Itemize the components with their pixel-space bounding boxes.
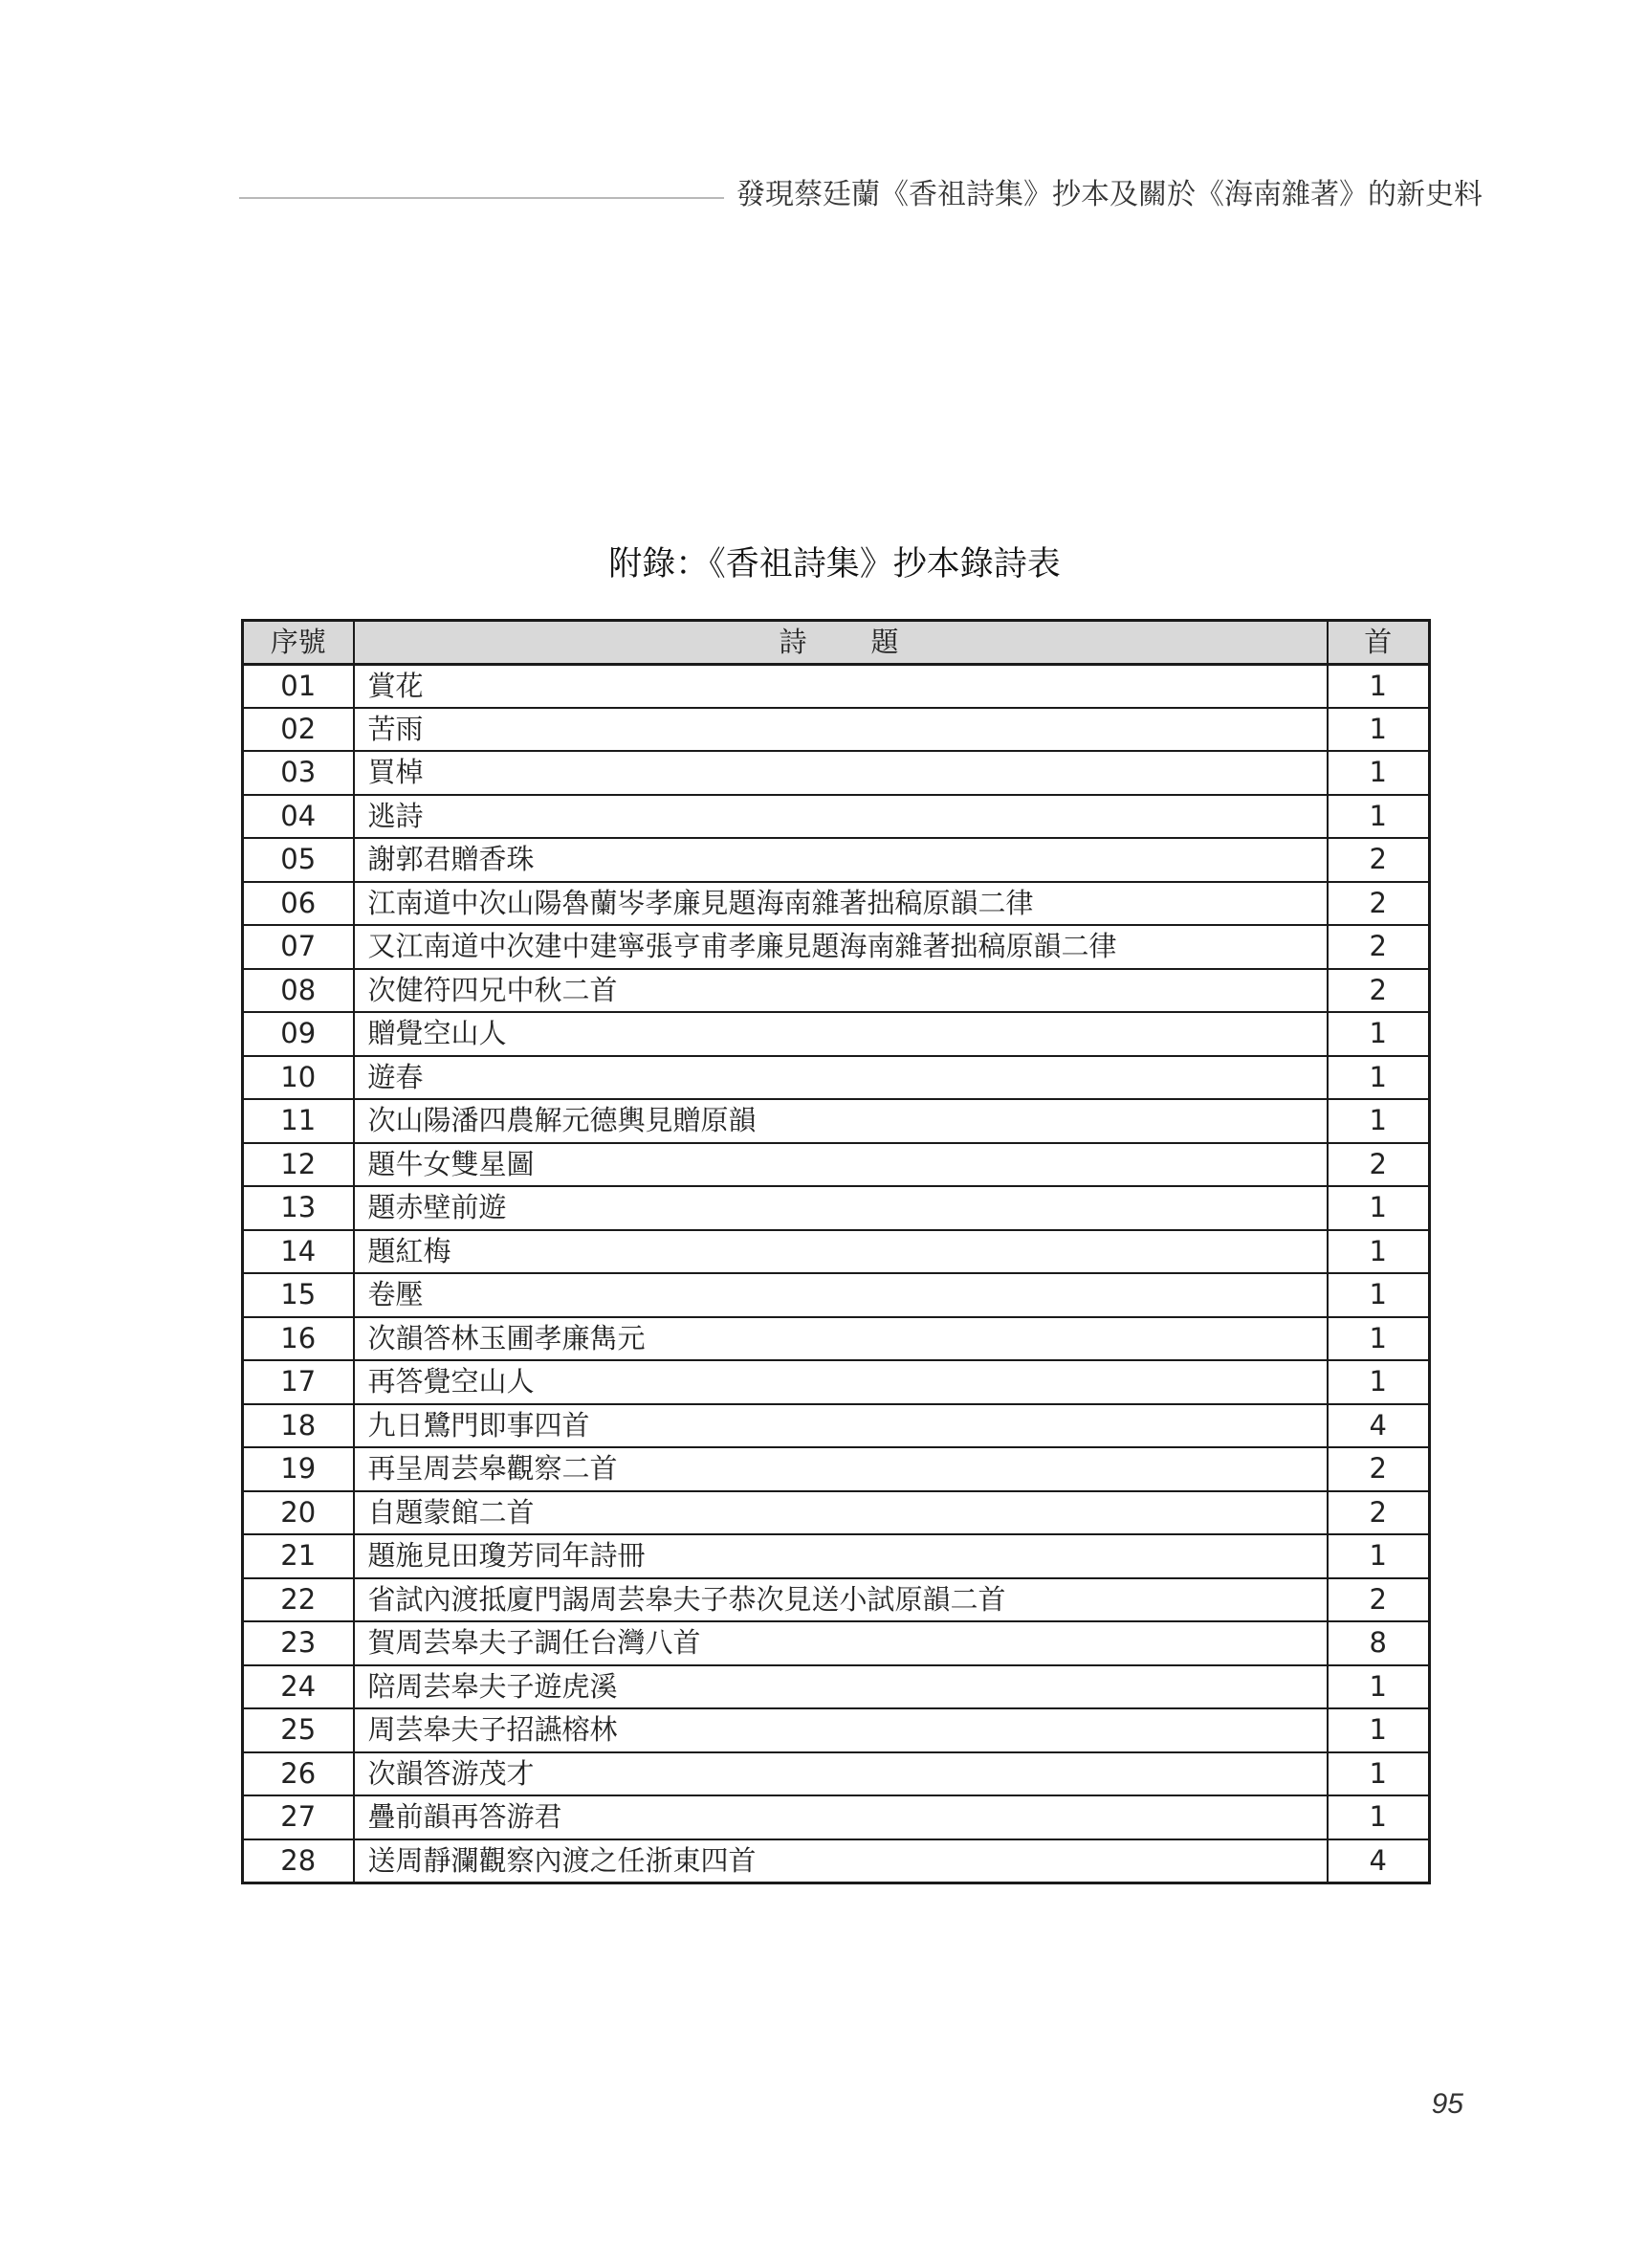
row-number: 07 [243, 925, 354, 969]
row-title: 江南道中次山陽魯蘭岑孝廉見題海南雜著拙稿原韻二律 [354, 882, 1328, 926]
table-row [243, 1099, 1430, 1143]
table-row [243, 1056, 1430, 1100]
table-row [243, 708, 1430, 752]
row-count: 1 [1328, 1795, 1430, 1839]
row-count: 1 [1328, 708, 1430, 752]
row-count: 2 [1328, 1578, 1430, 1622]
header-rule [239, 197, 724, 199]
row-title: 周芸皋夫子招讌榕林 [354, 1708, 1328, 1752]
row-number: 13 [243, 1186, 354, 1230]
row-number: 05 [243, 838, 354, 882]
row-number: 15 [243, 1273, 354, 1317]
row-number: 19 [243, 1447, 354, 1491]
row-number: 03 [243, 751, 354, 795]
table-row [243, 1447, 1430, 1491]
row-title: 陪周芸皋夫子遊虎溪 [354, 1665, 1328, 1709]
table-row [243, 1621, 1430, 1665]
row-count: 2 [1328, 882, 1430, 926]
table-row [243, 1665, 1430, 1709]
header-number: 序號 [243, 621, 354, 665]
row-count: 1 [1328, 1752, 1430, 1796]
row-count: 1 [1328, 1230, 1430, 1274]
table-row [243, 1012, 1430, 1056]
row-title: 卷壓 [354, 1273, 1328, 1317]
row-number: 01 [243, 664, 354, 708]
row-number: 06 [243, 882, 354, 926]
row-number: 12 [243, 1143, 354, 1187]
table-row [243, 664, 1430, 708]
row-count: 1 [1328, 1273, 1430, 1317]
row-count: 2 [1328, 838, 1430, 882]
row-count: 1 [1328, 1317, 1430, 1361]
table-row [243, 838, 1430, 882]
table-row [243, 1143, 1430, 1187]
table-row [243, 1404, 1430, 1448]
row-title: 題赤壁前遊 [354, 1186, 1328, 1230]
row-number: 21 [243, 1534, 354, 1578]
row-number: 17 [243, 1360, 354, 1404]
table-row [243, 969, 1430, 1013]
row-title: 自題蒙館二首 [354, 1491, 1328, 1535]
header-count: 首 [1328, 621, 1430, 665]
row-title: 九日鷺門即事四首 [354, 1404, 1328, 1448]
table-row [243, 1578, 1430, 1622]
row-count: 2 [1328, 925, 1430, 969]
row-title: 題施見田瓊芳同年詩冊 [354, 1534, 1328, 1578]
row-title: 又江南道中次建中建寧張亨甫孝廉見題海南雜著拙稿原韻二律 [354, 925, 1328, 969]
table-row [243, 1752, 1430, 1796]
row-count: 4 [1328, 1839, 1430, 1883]
table-header [243, 621, 1430, 665]
row-title: 再答覺空山人 [354, 1360, 1328, 1404]
appendix-title: 附錄：《香祖詩集》抄本錄詩表 [608, 545, 1061, 584]
row-count: 1 [1328, 1056, 1430, 1100]
row-number: 18 [243, 1404, 354, 1448]
row-number: 28 [243, 1839, 354, 1883]
row-title: 省試內渡抵廈門謁周芸皋夫子恭次見送小試原韻二首 [354, 1578, 1328, 1622]
table-row [243, 1230, 1430, 1274]
page-number: 95 [1431, 2088, 1463, 2120]
table-row [243, 1839, 1430, 1883]
row-count: 2 [1328, 969, 1430, 1013]
row-title: 題牛女雙星圖 [354, 1143, 1328, 1187]
row-title: 賀周芸皋夫子調任台灣八首 [354, 1621, 1328, 1665]
row-number: 26 [243, 1752, 354, 1796]
row-count: 1 [1328, 1534, 1430, 1578]
row-title: 買棹 [354, 751, 1328, 795]
row-title: 次韻答游茂才 [354, 1752, 1328, 1796]
row-count: 1 [1328, 664, 1430, 708]
table-row [243, 1534, 1430, 1578]
row-number: 20 [243, 1491, 354, 1535]
table-row [243, 1708, 1430, 1752]
row-count: 2 [1328, 1447, 1430, 1491]
table-row [243, 795, 1430, 839]
row-number: 22 [243, 1578, 354, 1622]
row-count: 1 [1328, 1708, 1430, 1752]
row-number: 11 [243, 1099, 354, 1143]
row-count: 1 [1328, 1665, 1430, 1709]
row-number: 23 [243, 1621, 354, 1665]
row-number: 24 [243, 1665, 354, 1709]
table-row [243, 1491, 1430, 1535]
row-title: 次韻答林玉圃孝廉雋元 [354, 1317, 1328, 1361]
row-number: 10 [243, 1056, 354, 1100]
row-count: 1 [1328, 795, 1430, 839]
row-title: 賞花 [354, 664, 1328, 708]
row-title: 次健符四兄中秋二首 [354, 969, 1328, 1013]
running-head: 發現蔡廷蘭《香祖詩集》抄本及關於《海南雜著》的新史料 [736, 178, 1483, 211]
row-title: 遊春 [354, 1056, 1328, 1100]
row-count: 1 [1328, 1099, 1430, 1143]
table-row [243, 1360, 1430, 1404]
row-title: 贈覺空山人 [354, 1012, 1328, 1056]
row-title: 謝郭君贈香珠 [354, 838, 1328, 882]
row-number: 04 [243, 795, 354, 839]
row-title: 次山陽潘四農解元德輿見贈原韻 [354, 1099, 1328, 1143]
row-count: 8 [1328, 1621, 1430, 1665]
header-title: 詩 題 [354, 621, 1328, 665]
table-row [243, 1795, 1430, 1839]
table-row [243, 751, 1430, 795]
row-count: 2 [1328, 1143, 1430, 1187]
row-number: 14 [243, 1230, 354, 1274]
table-row [243, 882, 1430, 926]
row-title: 送周靜瀾觀察內渡之任浙東四首 [354, 1839, 1328, 1883]
table-header-row [243, 621, 1430, 665]
table-row [243, 925, 1430, 969]
row-number: 09 [243, 1012, 354, 1056]
row-number: 08 [243, 969, 354, 1013]
row-count: 4 [1328, 1404, 1430, 1448]
row-title: 苦雨 [354, 708, 1328, 752]
row-number: 25 [243, 1708, 354, 1752]
row-number: 16 [243, 1317, 354, 1361]
table-body [243, 664, 1430, 1883]
table-row [243, 1186, 1430, 1230]
row-number: 27 [243, 1795, 354, 1839]
row-count: 1 [1328, 1360, 1430, 1404]
table-row [243, 1317, 1430, 1361]
row-count: 1 [1328, 1186, 1430, 1230]
row-title: 題紅梅 [354, 1230, 1328, 1274]
row-count: 1 [1328, 751, 1430, 795]
row-number: 02 [243, 708, 354, 752]
table-row [243, 1273, 1430, 1317]
row-title: 再呈周芸皋觀察二首 [354, 1447, 1328, 1491]
poem-table [241, 619, 1431, 1884]
row-count: 1 [1328, 1012, 1430, 1056]
row-title: 疊前韻再答游君 [354, 1795, 1328, 1839]
row-count: 2 [1328, 1491, 1430, 1535]
row-title: 逃詩 [354, 795, 1328, 839]
